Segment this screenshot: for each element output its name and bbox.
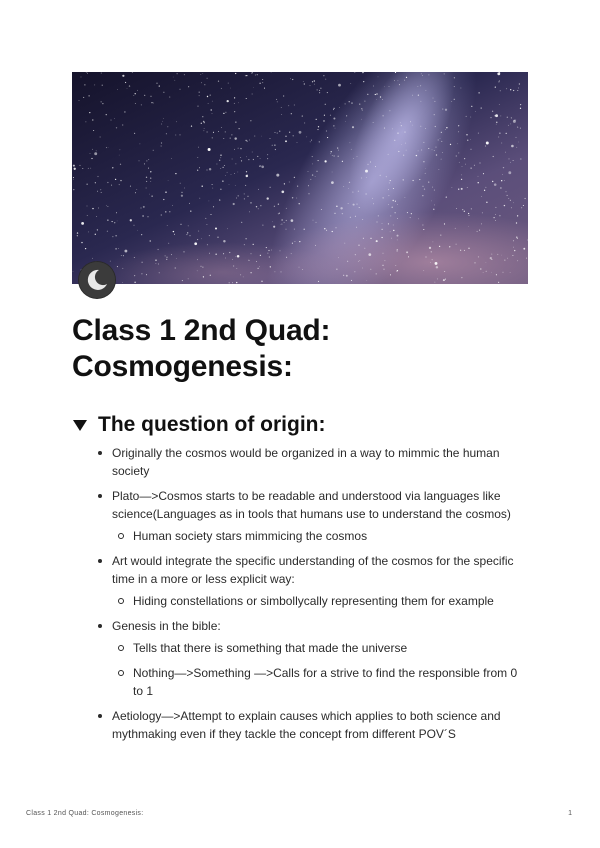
triangle-down-icon[interactable]: [72, 417, 88, 433]
sub-list-item: [112, 592, 528, 610]
footer-title: Class 1 2nd Quad: Cosmogenesis:: [26, 810, 144, 817]
list-item-text: Plato—>Cosmos starts to be readable and understood via languages like science(Languages as in tools that humans use to understand the cosmos): [112, 489, 511, 521]
page-title-line-2: Cosmogenesis:: [72, 350, 293, 383]
list-item-text: Genesis in the bible:: [112, 619, 221, 633]
page-title-line-1: Class 1 2nd Quad:: [72, 314, 331, 347]
page-title: [72, 313, 532, 385]
sub-list-item: [112, 664, 528, 700]
sub-list: [112, 639, 528, 700]
list-item-text: Art would integrate the specific understanding of the cosmos for the specific time in a more or less explicit way:: [112, 554, 514, 586]
sub-list-item-text: Human society stars mimmicing the cosmos: [133, 529, 368, 543]
sub-list-item: [112, 527, 528, 545]
list-item: [94, 487, 528, 545]
sub-list-item: [112, 639, 528, 657]
list-item-text: Aetiology—>Attempt to explain causes which applies to both science and mythmaking even if they tackle the concept from different POV´S: [112, 709, 501, 741]
list-item-text: Originally the cosmos would be organized in a way to mimmic the human society: [112, 446, 500, 478]
bullet-list: [72, 444, 528, 743]
section-heading: The question of origin:: [98, 413, 326, 436]
list-item: [94, 707, 528, 743]
sub-list: [112, 592, 528, 610]
sub-list: [112, 527, 528, 545]
toggle-content: [72, 444, 528, 750]
sub-list-item-text: Hiding constellations or simbollycally representing them for example: [133, 594, 494, 608]
list-item: [94, 444, 528, 480]
moon-icon[interactable]: [79, 262, 115, 298]
toggle-heading-question-of-origin[interactable]: [72, 410, 532, 440]
list-item: [94, 617, 528, 700]
sub-list-item-text: Tells that there is something that made the universe: [133, 641, 408, 655]
footer-page-number: 1: [568, 810, 572, 817]
page-footer: [0, 810, 600, 824]
sub-list-item-text: Nothing—>Something —>Calls for a strive to find the responsible from 0 to 1: [133, 666, 518, 698]
list-item: [94, 552, 528, 610]
cover-image: [72, 72, 528, 284]
